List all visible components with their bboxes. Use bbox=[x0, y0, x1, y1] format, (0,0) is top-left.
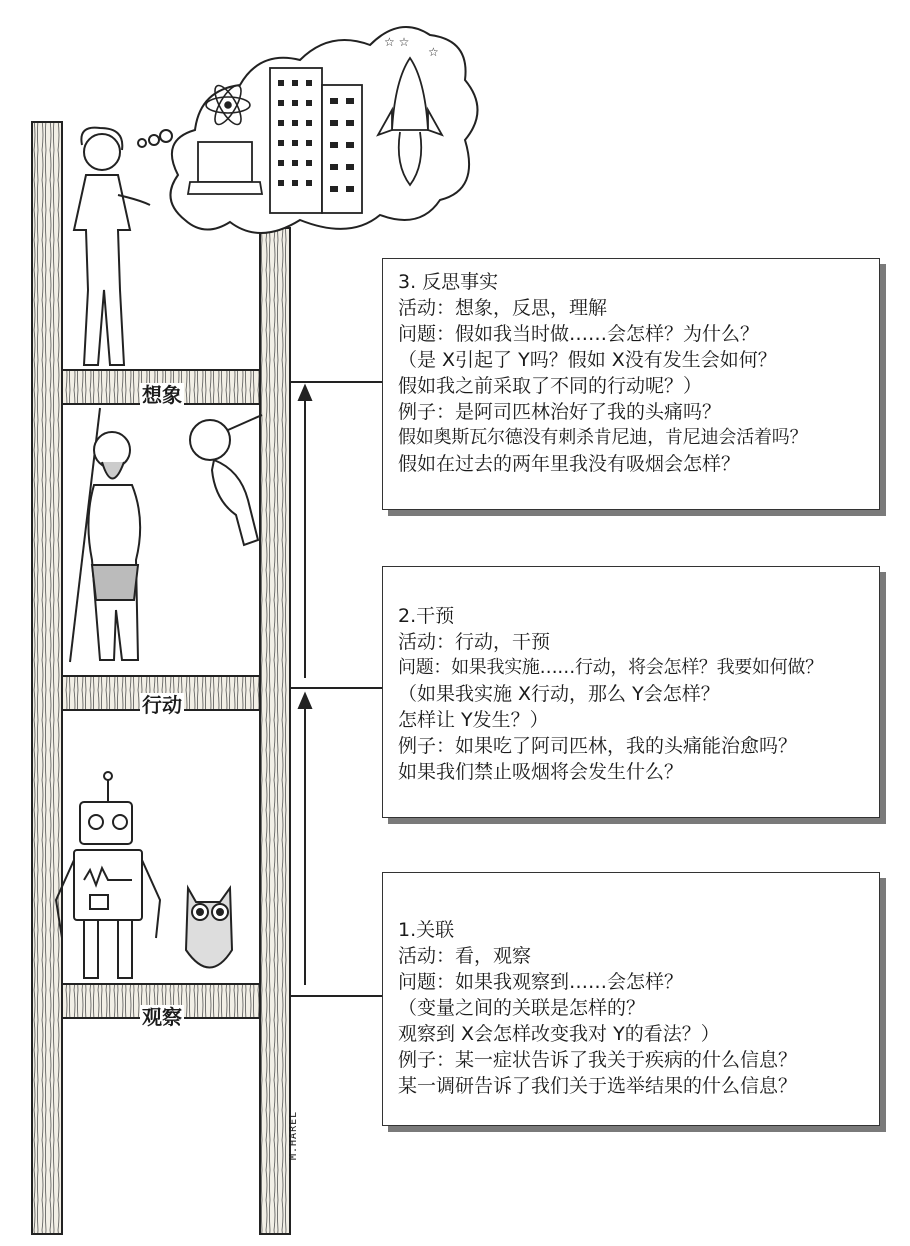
level-1-line: 活动：看，观察 bbox=[398, 945, 532, 967]
level-3-line: 例子：是阿司匹林治好了我的头痛吗？ bbox=[398, 401, 722, 423]
owl-figure bbox=[186, 888, 232, 968]
level-2-line: 如果我们禁止吸烟将会发生什么？ bbox=[398, 761, 684, 783]
level-3-line: 问题：假如我当时做……会怎样？为什么？ bbox=[398, 323, 760, 345]
buildings-icon bbox=[270, 68, 362, 213]
level-2-line: 问题：如果我实施……行动，将会怎样？我要如何做？ bbox=[398, 657, 823, 678]
caveman-figure bbox=[70, 408, 140, 662]
svg-text:☆ ☆: ☆ ☆ bbox=[384, 35, 410, 49]
level-1-line: 观察到 X会怎样改变我对 Y的看法？） bbox=[398, 1023, 720, 1045]
ladder-right-pole bbox=[260, 228, 290, 1234]
level-2-box bbox=[382, 566, 880, 818]
level-3-line: 假如在过去的两年里我没有吸烟会怎样？ bbox=[398, 453, 741, 475]
rung-label-imagine: 想象 bbox=[142, 383, 182, 407]
level-1-title: 1.关联 bbox=[398, 919, 455, 941]
ladder-left-pole bbox=[32, 122, 62, 1234]
level-3-line: 假如我之前采取了不同的行动呢？） bbox=[398, 375, 703, 397]
level-1-line: 某一调研告诉了我们关于选举结果的什么信息？ bbox=[398, 1075, 798, 1097]
artist-signature: M.HAREL bbox=[288, 1110, 299, 1160]
level-2-line: 怎样让 Y发生？） bbox=[398, 709, 549, 731]
level-2-line: 活动：行动，干预 bbox=[398, 631, 551, 653]
laptop-icon bbox=[188, 142, 262, 194]
svg-text:☆: ☆ bbox=[428, 45, 439, 59]
arrow-up-icon bbox=[299, 386, 311, 985]
baby-figure bbox=[190, 415, 262, 545]
level-3-line: （是 X引起了 Y吗？假如 X没有发生会如何？ bbox=[398, 349, 777, 371]
rung-label-observe: 观察 bbox=[142, 1005, 182, 1029]
level-2-title: 2.干预 bbox=[398, 605, 455, 627]
level-2-line: （如果我实施 X行动，那么 Y会怎样？ bbox=[398, 683, 720, 705]
robot-figure bbox=[56, 772, 160, 978]
rung-label-act: 行动 bbox=[142, 693, 182, 717]
level-1-line: 问题：如果我观察到……会怎样？ bbox=[398, 971, 684, 993]
level-3-box bbox=[382, 258, 880, 510]
level-1-line: （变量之间的关联是怎样的？ bbox=[398, 997, 646, 1019]
level-1-line: 例子：某一症状告诉了我关于疾病的什么信息？ bbox=[398, 1049, 798, 1071]
level-1-box bbox=[382, 872, 880, 1126]
level-3-line: 假如奥斯瓦尔德没有刺杀肯尼迪，肯尼迪会活着吗？ bbox=[398, 427, 808, 448]
level-2-line: 例子：如果吃了阿司匹林，我的头痛能治愈吗？ bbox=[398, 735, 798, 757]
level-3-title: 3. 反思事实 bbox=[398, 271, 499, 293]
thinker-figure bbox=[74, 128, 172, 365]
level-3-line: 活动：想象，反思，理解 bbox=[398, 297, 608, 319]
